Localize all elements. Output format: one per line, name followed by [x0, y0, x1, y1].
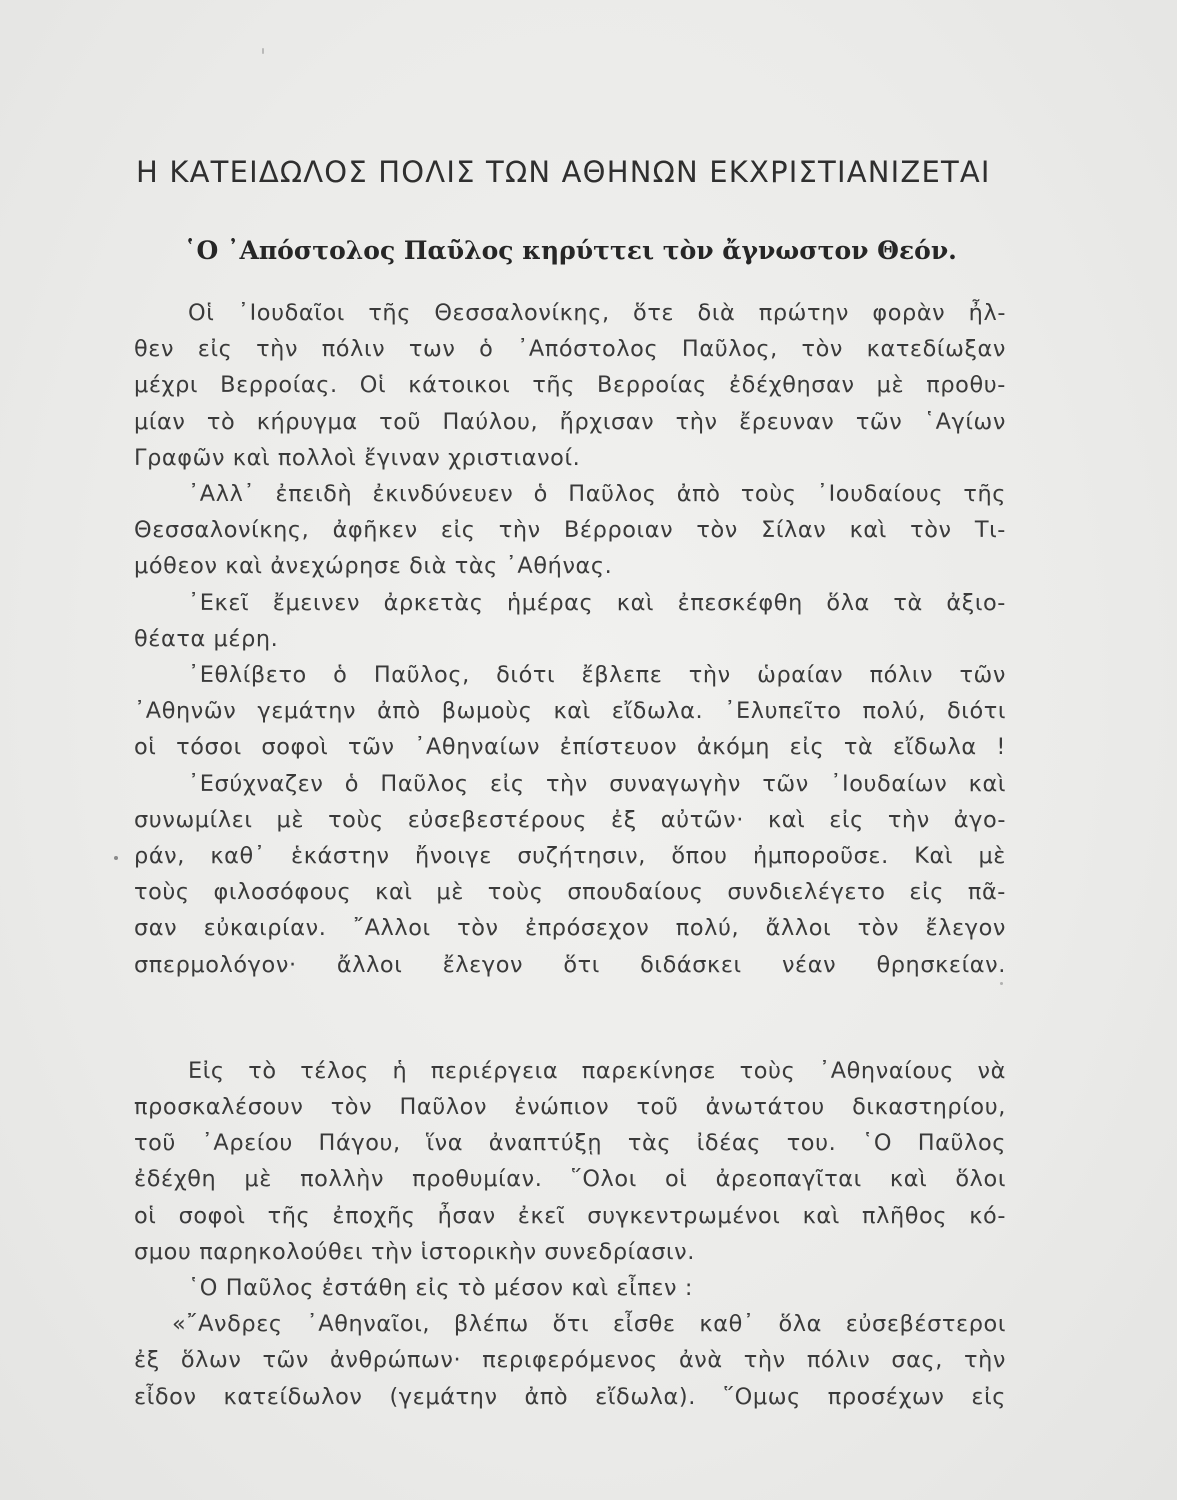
paragraph — [134, 1306, 1006, 1415]
paragraph — [134, 766, 1006, 983]
text-line: μίαν τὸ κήρυγμα τοῦ Παύλου, ἤρχισαν τὴν ἔρευναν τῶν ῾Αγίων — [134, 408, 1006, 435]
text-line: ῾Ο Παῦλος ἐστάθη εἰς τὸ μέσον καὶ εἶπεν : — [188, 1275, 694, 1302]
paragraph — [134, 585, 1006, 657]
text-line: ᾿Αλλ᾿ ἐπειδὴ ἐκινδύνευεν ὁ Παῦλος ἀπὸ τοὺς ᾿Ιουδαίους τῆς — [188, 481, 1006, 508]
text-line: Οἱ ᾿Ιουδαῖοι τῆς Θεσσαλονίκης, ὅτε διὰ πρώτην φορὰν ἦλ- — [188, 300, 1006, 326]
text-line: ἐξ ὅλων τῶν ἀνθρώπων· περιφερόμενος ἀνὰ τὴν πόλιν σας, τὴν — [134, 1347, 1006, 1374]
text-line: προσκαλέσουν τὸν Παῦλον ἐνώπιον τοῦ ἀνωτάτου δικαστηρίου, — [134, 1094, 1006, 1121]
paragraph — [134, 1270, 1006, 1306]
body-text — [134, 295, 1006, 1415]
paragraph — [134, 476, 1006, 585]
text-line: Θεσσαλονίκης, ἀφῆκεν εἰς τὴν Βέρροιαν τὸν Σίλαν καὶ τὸν Τι- — [134, 517, 1006, 544]
text-line: ράν, καθ᾿ ἑκάστην ἤνοιγε συζήτησιν, ὅπου ἠμποροῦσε. Καὶ μὲ — [134, 843, 1006, 870]
scan-speck — [1000, 982, 1003, 985]
text-line: σμου παρηκολούθει τὴν ἱστορικὴν συνεδρίασιν. — [134, 1238, 695, 1265]
text-line: τοῦ ᾿Αρείου Πάγου, ἵνα ἀναπτύξῃ τὰς ἰδέας του. ῾Ο Παῦλος — [134, 1130, 1006, 1157]
chapter-title: Η ΚΑΤΕΙΔΩΛΟΣ ΠΟΛΙΣ ΤΩΝ ΑΘΗΝΩΝ ΕΚΧΡΙΣΤΙΑΝΙΖΕΤΑΙ — [136, 155, 991, 189]
text-line: θεν εἰς τὴν πόλιν των ὁ ᾿Απόστολος Παῦλος, τὸν κατεδίωξαν — [134, 336, 1006, 363]
text-line: σπερμολόγον· ἄλλοι ἔλεγον ὅτι διδάσκει νέαν θρησκείαν. — [134, 951, 1006, 978]
text-line: τοὺς φιλοσόφους καὶ μὲ τοὺς σπουδαίους συνδιελέγετο εἰς πᾶ- — [134, 879, 1006, 906]
text-line: ᾿Εσύχναζεν ὁ Παῦλος εἰς τὴν συναγωγὴν τῶν ᾿Ιουδαίων καὶ — [188, 770, 1006, 797]
text-line: οἱ σοφοὶ τῆς ἐποχῆς ἦσαν ἐκεῖ συγκεντρωμένοι καὶ πλῆθος κό- — [134, 1202, 1006, 1229]
text-line: Γραφῶν καὶ πολλοὶ ἔγιναν χριστιανοί. — [134, 444, 581, 471]
text-line: μόθεον καὶ ἀνεχώρησε διὰ τὰς ᾿Αθήνας. — [134, 553, 613, 580]
text-line: ᾿Εκεῖ ἔμεινεν ἀρκετὰς ἡμέρας καὶ ἐπεσκέφθη ὅλα τὰ ἀξιο- — [188, 589, 1006, 616]
paragraph-gap — [134, 983, 1006, 1053]
paragraph — [134, 1053, 1006, 1270]
text-line: ᾿Εθλίβετο ὁ Παῦλος, διότι ἔβλεπε τὴν ὡραίαν πόλιν τῶν — [188, 662, 1006, 689]
text-line: συνωμίλει μὲ τοὺς εὐσεβεστέρους ἐξ αὐτῶν· καὶ εἰς τὴν ἀγο- — [134, 806, 1006, 833]
scan-speck — [262, 48, 264, 54]
text-line: θέατα μέρη. — [134, 625, 279, 652]
scan-speck — [114, 856, 118, 860]
text-line: μέχρι Βερροίας. Οἱ κάτοικοι τῆς Βερροίας ἐδέχθησαν μὲ προθυ- — [134, 372, 1006, 399]
text-line: σαν εὐκαιρίαν. ῎Αλλοι τὸν ἐπρόσεχον πολύ, ἄλλοι τὸν ἔλεγον — [134, 915, 1006, 942]
text-line: εἶδον κατείδωλον (γεμάτην ἀπὸ εἴδωλα). ῞Ομως προσέχων εἰς — [134, 1383, 1006, 1410]
section-subtitle: ῾Ο ᾿Απόστολος Παῦλος κηρύττει τὸν ἄγνωστον Θεόν. — [184, 236, 957, 265]
text-line: ἐδέχθη μὲ πολλὴν προθυμίαν. ῞Ολοι οἱ ἀρεοπαγῖται καὶ ὅλοι — [134, 1166, 1006, 1193]
text-line: «῎Ανδρες ᾿Αθηναῖοι, βλέπω ὅτι εἶσθε καθ᾿ ὅλα εὐσεβέστεροι — [172, 1311, 1006, 1338]
paragraph — [134, 295, 1006, 476]
text-line: Εἰς τὸ τέλος ἡ περιέργεια παρεκίνησε τοὺς ᾿Αθηναίους νὰ — [188, 1057, 1006, 1084]
paragraph — [134, 657, 1006, 766]
text-line: ᾿Αθηνῶν γεμάτην ἀπὸ βωμοὺς καὶ εἴδωλα. ᾿Ελυπεῖτο πολύ, διότι — [134, 698, 1006, 725]
text-line: οἱ τόσοι σοφοὶ τῶν ᾿Αθηναίων ἐπίστευον ἀκόμη εἰς τὰ εἴδωλα ! — [134, 734, 1006, 761]
